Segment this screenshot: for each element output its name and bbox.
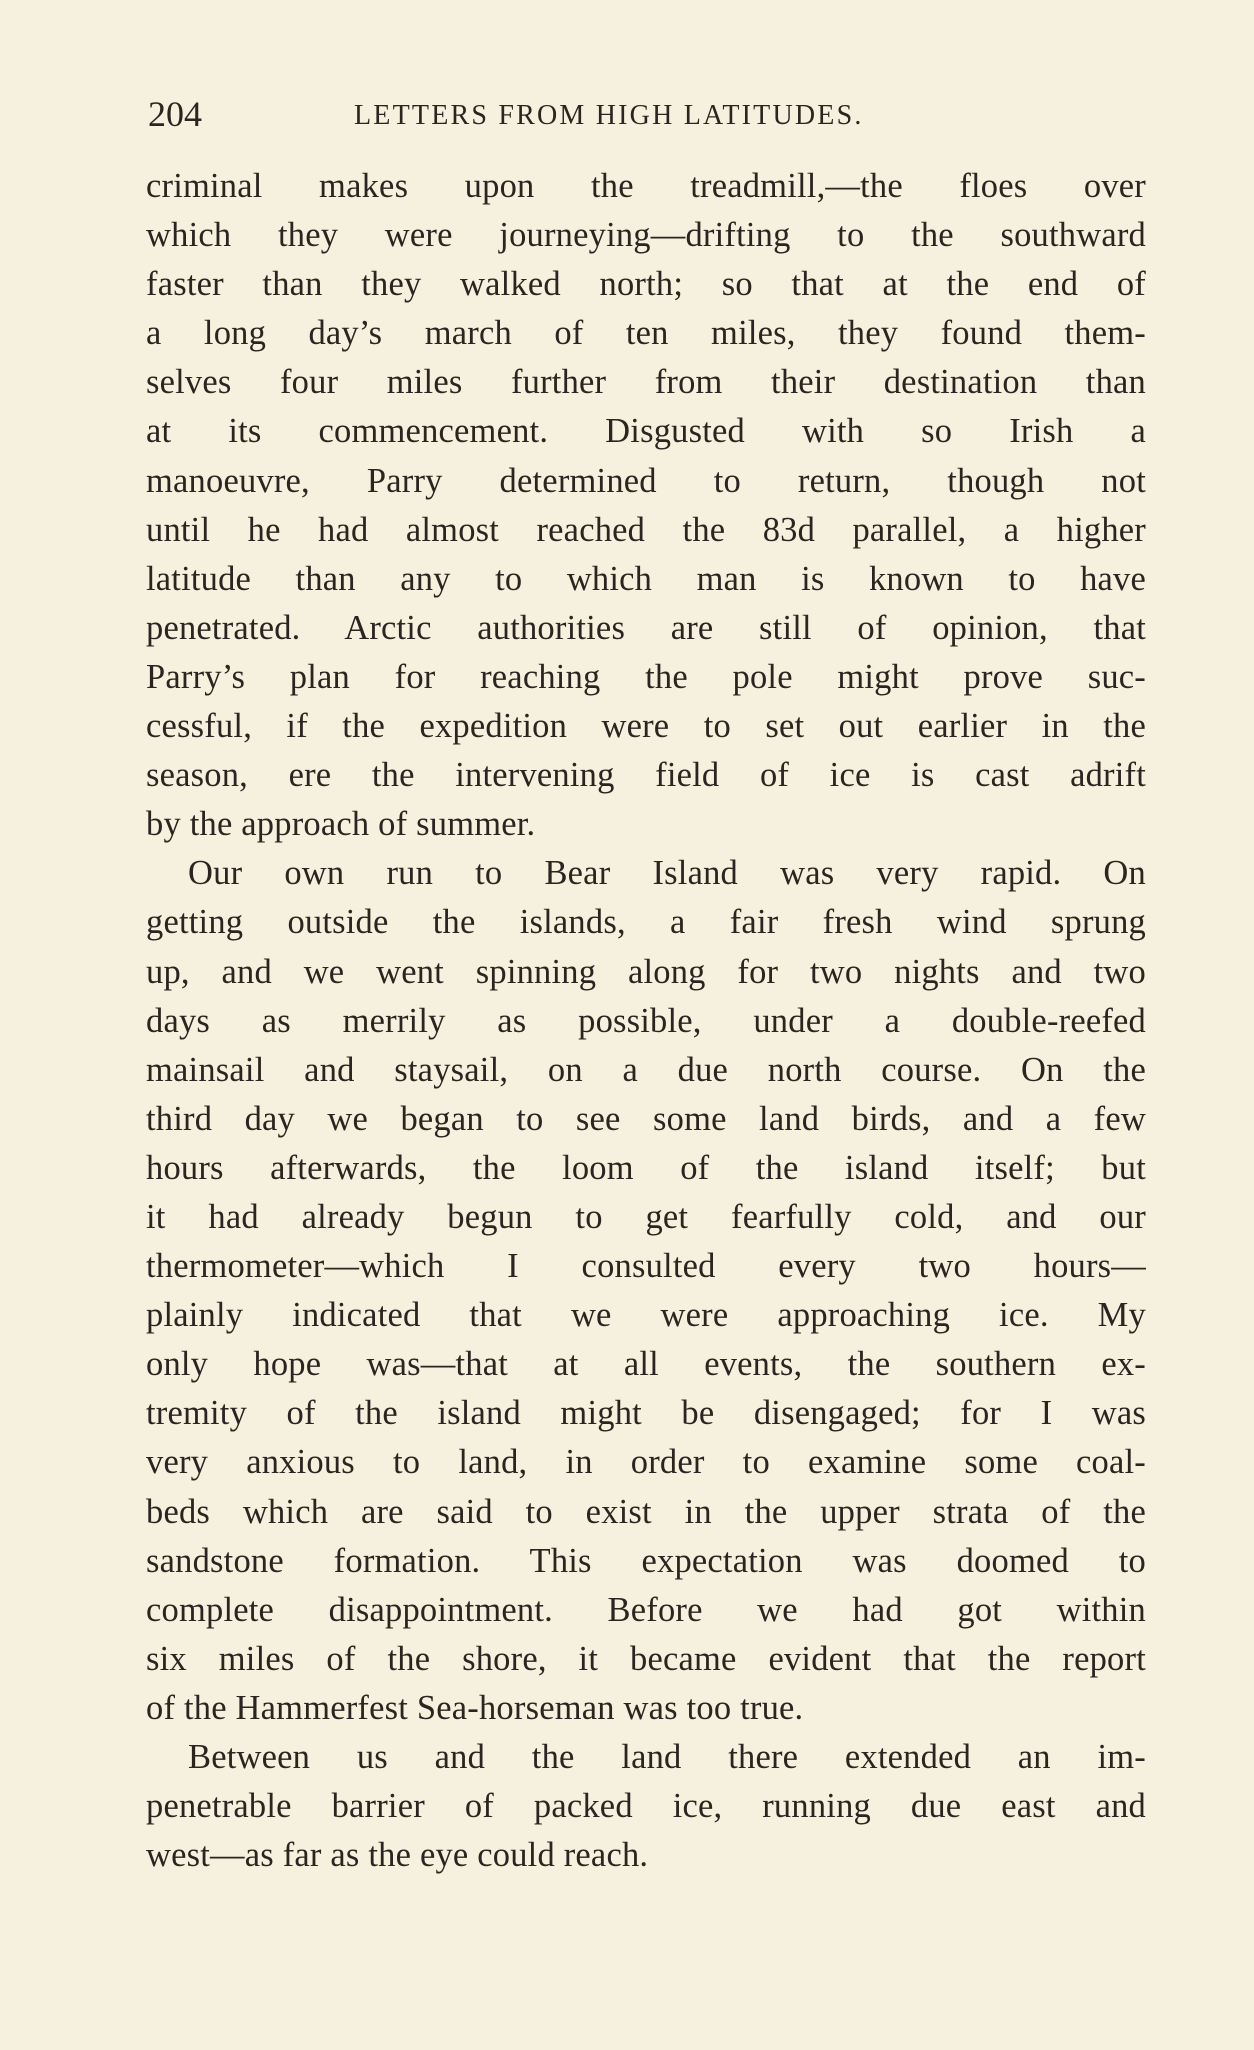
text-line: only hope was—that at all events, the southern ex- [146, 1345, 1146, 1384]
text-line: very anxious to land, in order to examine some coal- [146, 1443, 1146, 1482]
text-line: at its commencement. Disgusted with so Irish a [146, 412, 1146, 451]
text-line: of the Hammerfest Sea-horseman was too true. [146, 1688, 804, 1727]
text-line: it had already begun to get fearfully cold, and our [146, 1197, 1146, 1236]
text-line: up, and we went spinning along for two nights and two [146, 952, 1146, 991]
text-line: until he had almost reached the 83d parallel, a higher [146, 510, 1146, 549]
text-line: penetrable barrier of packed ice, running due east and [146, 1787, 1146, 1826]
text-line: manoeuvre, Parry determined to return, though not [146, 461, 1146, 500]
text-line: plainly indicated that we were approaching ice. My [146, 1296, 1146, 1335]
running-title: LETTERS FROM HIGH LATITUDES. [354, 100, 864, 131]
text-line: beds which are said to exist in the upper strata of the [146, 1492, 1146, 1531]
text-line: Our own run to Bear Island was very rapid. On [188, 854, 1146, 893]
text-line: penetrated. Arctic authorities are still of opinion, that [146, 608, 1146, 647]
text-line: six miles of the shore, it became evident that the report [146, 1639, 1146, 1678]
text-line: by the approach of summer. [146, 805, 536, 844]
text-line: third day we began to see some land birds, and a few [146, 1099, 1146, 1138]
text-line: sandstone formation. This expectation was doomed to [146, 1541, 1146, 1580]
text-line: season, ere the intervening field of ice is cast adrift [146, 756, 1146, 795]
text-line: faster than they walked north; so that at the end of [146, 265, 1146, 304]
text-line: mainsail and staysail, on a due north course. On the [146, 1050, 1146, 1089]
page-number: 204 [148, 94, 202, 134]
text-line: days as merrily as possible, under a double-reefed [146, 1001, 1146, 1040]
text-line: west—as far as the eye could reach. [146, 1836, 649, 1875]
text-line: complete disappointment. Before we had got within [146, 1590, 1146, 1629]
running-head [148, 92, 1148, 136]
text-line: cessful, if the expedition were to set out earlier in the [146, 707, 1146, 746]
text-line: a long day’s march of ten miles, they found them- [146, 314, 1146, 353]
text-line: selves four miles further from their destination than [146, 363, 1146, 402]
text-line: latitude than any to which man is known to have [146, 559, 1146, 598]
text-line: hours afterwards, the loom of the island itself; but [146, 1148, 1146, 1187]
text-line: which they were journeying—drifting to the southward [146, 216, 1146, 255]
text-line: Parry’s plan for reaching the pole might prove suc- [146, 657, 1146, 696]
text-line: Between us and the land there extended an im- [188, 1738, 1146, 1776]
text-line: thermometer—which I consulted every two hours— [146, 1247, 1146, 1286]
text-line: tremity of the island might be disengaged; for I was [146, 1394, 1146, 1433]
text-line: getting outside the islands, a fair fresh wind sprung [146, 903, 1146, 942]
body-text [146, 162, 1146, 1880]
text-line: criminal makes upon the treadmill,—the floes over [146, 167, 1146, 205]
